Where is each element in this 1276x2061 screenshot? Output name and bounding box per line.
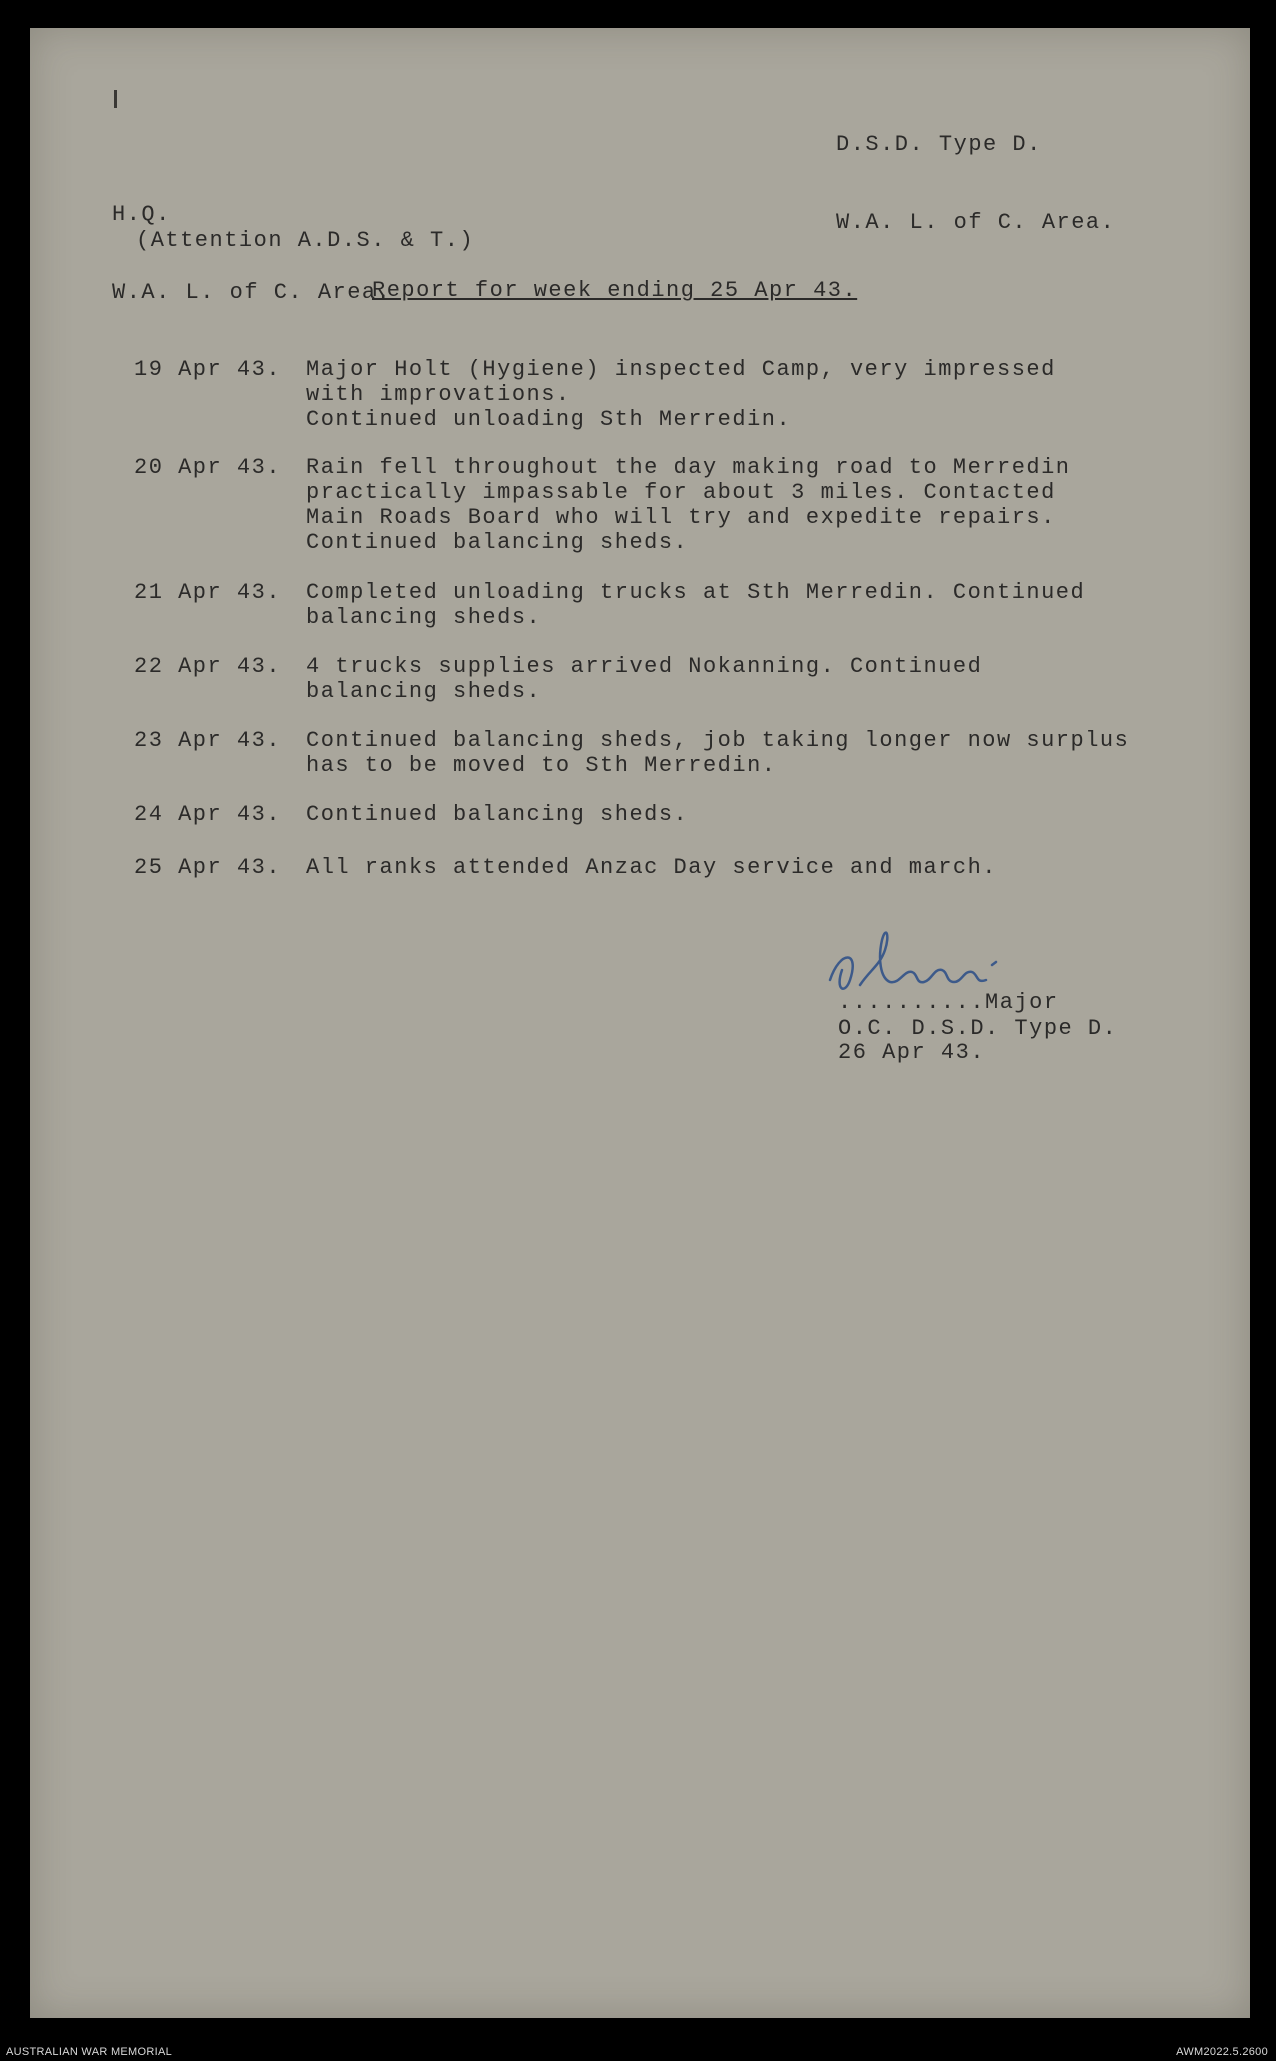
signature-date: 26 Apr 43. [838,1040,986,1065]
signature-rank: ..........Major [838,990,1059,1015]
unit-line-1: D.S.D. Type D. [836,132,1042,157]
unit-header [836,80,1115,262]
entry-date: 20 Apr 43. [134,455,282,480]
footer-source: AUSTRALIAN WAR MEMORIAL [6,2046,173,2058]
attention-line: (Attention A.D.S. & T.) [136,228,475,253]
entry-date: 23 Apr 43. [134,728,282,753]
report-title: Report for week ending 25 Apr 43. [372,278,858,303]
address-line-2: W.A. L. of C. Area. [112,280,392,305]
signature-block [820,910,1140,1065]
entry-date: 22 Apr 43. [134,654,282,679]
entry-date: 24 Apr 43. [134,802,282,827]
entry-date: 19 Apr 43. [134,357,282,382]
unit-line-2: W.A. L. of C. Area. [836,210,1116,235]
punch-mark [114,90,117,108]
address-line-1: H.Q. [112,202,171,227]
entry-text: Continued balancing sheds. [306,802,689,827]
entry-text: All ranks attended Anzac Day service and march. [306,855,998,880]
entry-date: 21 Apr 43. [134,580,282,605]
entry-date: 25 Apr 43. [134,855,282,880]
entry-text: Continued balancing sheds, job taking longer now surplus has to be moved to Sth Merredin. [306,728,1130,778]
footer-accession: AWM2022.5.2600 [1176,2046,1268,2058]
footer-bar [0,2039,1276,2061]
entry-text: 4 trucks supplies arrived Nokanning. Continued balancing sheds. [306,654,983,704]
entry-text: Rain fell throughout the day making road to Merredin practically impassable for about 3 miles. Contacted Main Roads Board who will try and expedite repairs. Continued balancing sheds. [306,455,1071,555]
entry-text: Completed unloading trucks at Sth Merredin. Continued balancing sheds. [306,580,1086,630]
signature-stroke [830,933,996,989]
signature-title: O.C. D.S.D. Type D. [838,1016,1118,1041]
entry-text: Major Holt (Hygiene) inspected Camp, very impressed with improvations. Continued unloading Sth Merredin. [306,357,1056,432]
